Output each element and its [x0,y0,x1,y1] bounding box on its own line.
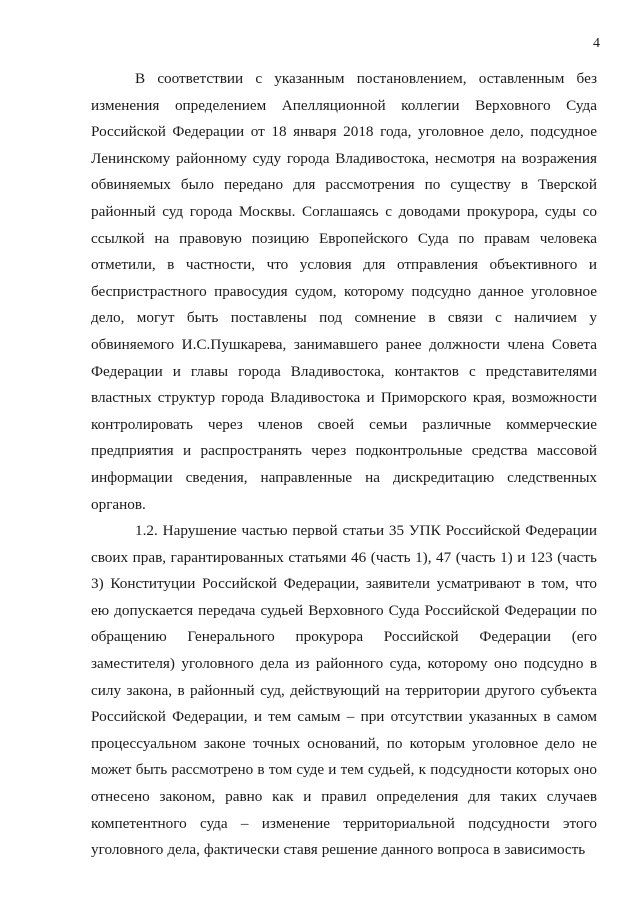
paragraph-2: 1.2. Нарушение частью первой статьи 35 УПК Российской Федерации своих прав, гарантированных статьями 46 (часть 1), 47 (часть 1) и 123 (часть 3) Конституции Российской Федерации, заявители усматривают в том, что ею допускается передача судьей Верховного Суда Российской Федерации по обращению Генерального прокурора Российской Федерации (его заместителя) уголовного дела из районного суда, которому оно подсудно в силу закона, в районный суд, действующий на территории другого субъекта Российской Федерации, и тем самым – при отсутствии указанных в самом процессуальном законе точных оснований, по которым уголовное дело не может быть рассмотрено в том суде и тем судьей, к подсудности которых оно отнесено законом, равно как и правил определения для таких случаев компетентного суда – изменение территориальной подсудности этого уголовного дела, фактически ставя решение данного вопроса в зависимость [91,522,597,859]
paragraph-1: В соответствии с указанным постановлением, оставленным без изменения определением Апелляционной коллегии Верховного Суда Российской Федерации от 18 января 2018 года, уголовное дело, подсудное Ленинскому районному суду города Владивостока, несмотря на возражения обвиняемых было передано для рассмотрения по существу в Тверской районный суд города Москвы. Соглашаясь с доводами прокурора, суды со ссылкой на правовую позицию Европейского Суда по правам человека отметили, в частности, что условия для отправления объективного и беспристрастного правосудия судом, которому подсудно данное уголовное дело, могут быть поставлены под сомнение в связи с наличием у обвиняемого И.С.Пушкарева, занимавшего ранее должности члена Совета Федерации и главы города Владивостока, контактов с представителями властных структур города Владивостока и Приморского края, возможности контролировать через членов своей семьи различные коммерческие предприятия и распространять через подконтрольные средства массовой информации сведения, направленные на дискредитацию следственных органов. [91,70,597,513]
document-body [91,66,597,859]
page-number: 4 [593,36,600,51]
